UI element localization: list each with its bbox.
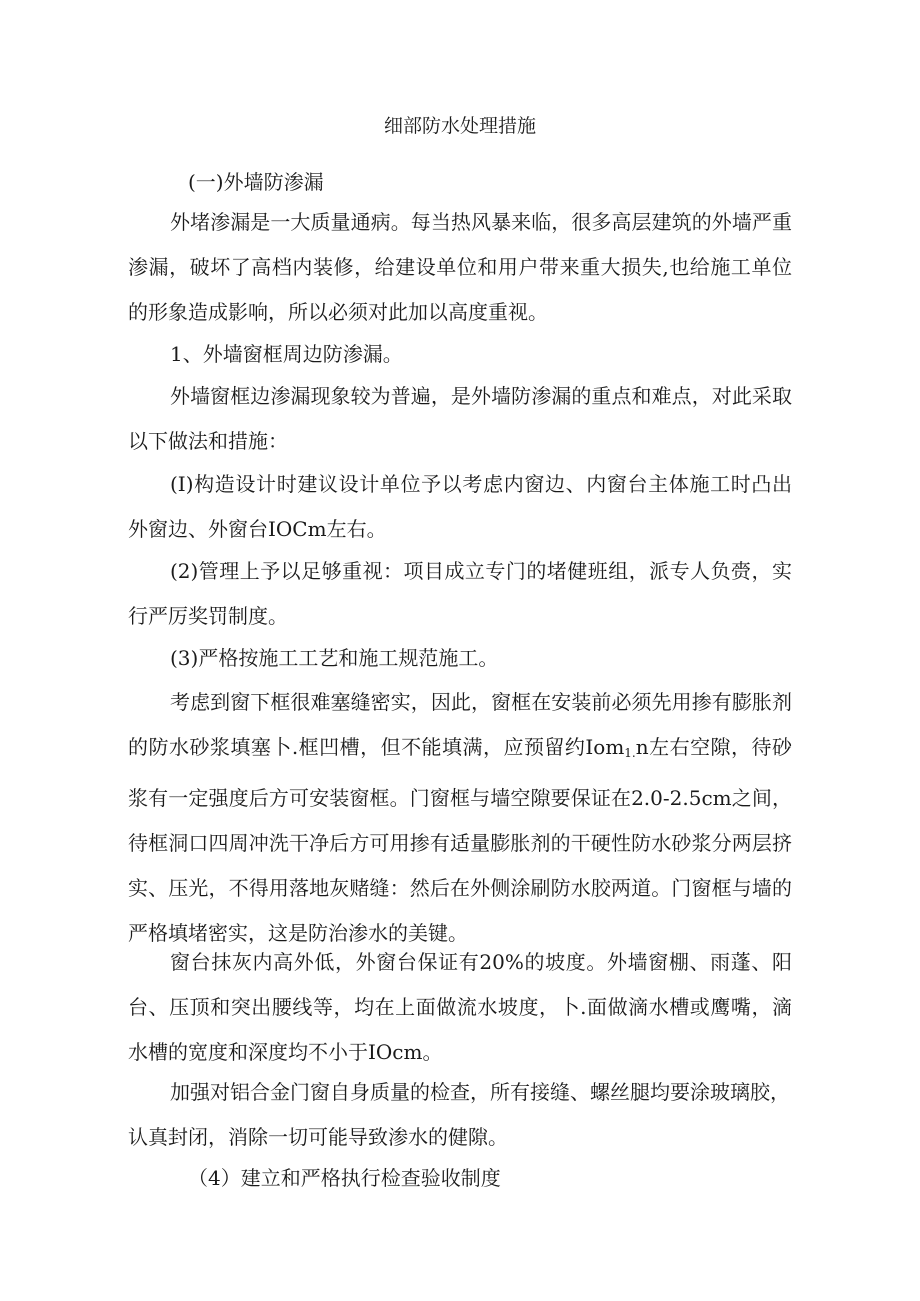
item-heading: 1、外墙窗框周边防渗漏。: [170, 342, 403, 366]
page-title: 细部防水处理措施: [383, 115, 536, 137]
paragraph-aluminium: 加强对铝合金门窗自身质量的检查，所有接缝、螺丝腿均要涂玻璃胶，认真封闭，消除一切可能导致渗水的健隙。: [128, 1080, 790, 1149]
paragraph-window: 外墙窗框边渗漏现象较为普遍，是外墙防渗漏的重点和难点，对此采取以下做法和措施：: [128, 384, 792, 453]
paragraph-install: [128, 680, 792, 956]
paragraph-sill: 窗台抹灰内高外低，外窗台保证有20%的坡度。外墙窗棚、雨蓬、阳台、压顶和突出腰线等，均在上面做流水坡度，卜.面做滴水槽或鹰嘴，滴水槽的宽度和深度均不小于IOcm。: [128, 950, 792, 1064]
install-text-a: 考虑到窗下框很难塞缝密实，因此，窗框在安装前必须先用掺有膨胀剂的防水砂浆填塞卜.框凹槽，但不能填满，应预留约Iom: [128, 690, 792, 759]
measure-4: （4）建立和严格执行检查验收制度: [188, 1166, 501, 1190]
install-subscript: 1.: [624, 746, 636, 760]
measure-1: (I)构造设计时建议设计单位予以考虑内窗边、内窗台主体施工时凸出外窗边、外窗台IOCm左右。: [128, 472, 792, 541]
paragraph-intro: 外堵渗漏是一大质量通病。每当热风暴来临，很多高层建筑的外墙严重渗漏，破坏了高档内装修，给建设单位和用户带来重大损失,也给施工单位的形象造成影响，所以必须对此加以高度重视。: [128, 210, 792, 324]
install-text-b: n左右空隙，待砂浆有一定强度后方可安装窗框。门窗框与墙空隙要保证在2.0-2.5cm之间，待框洞口四周冲洗干净后方可用掺有适量膨胀剂的干硬性防水砂浆分两层挤实、压光，不得用落地灰赌缝：然后在外侧涂刷防水胶两道。门窗框与墙的严格填堵密实，这是防治渗水的美键。: [128, 735, 792, 945]
measure-3: (3)严格按施工工艺和施工规范施工。: [170, 646, 499, 670]
section-heading: (一)外墙防渗漏: [188, 170, 324, 194]
measure-2: (2)管理上予以足够重视：项目成立专门的堵健班组，派专人负赍，实行严厉奖罚制度。: [128, 559, 792, 628]
